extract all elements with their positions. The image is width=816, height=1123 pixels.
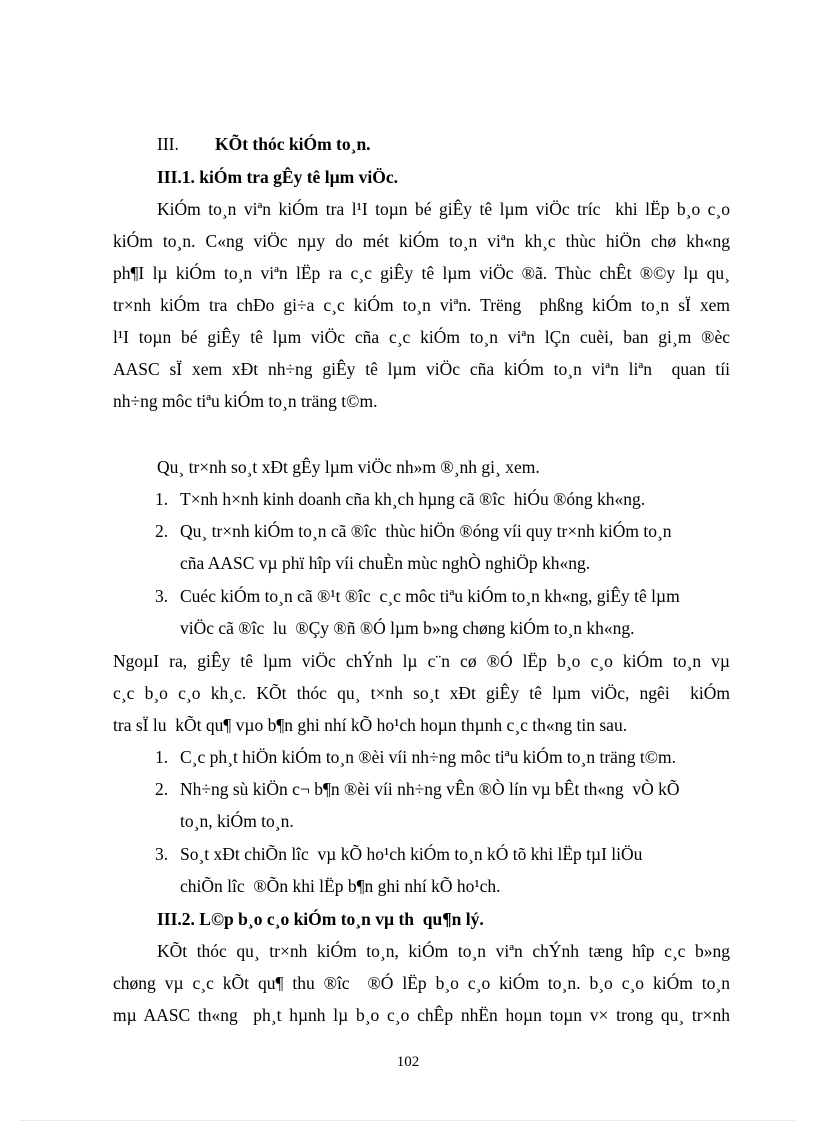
paragraph-line: NgoµI ra, giÊy tê lµm viÖc chÝnh lµ c¨n cø ®Ó lËp b¸o c¸o kiÓm to¸n vµ (113, 651, 730, 671)
list-number: 1. (155, 747, 169, 767)
list-item: Qu¸ tr×nh kiÓm to¸n cã ®îc thùc hiÖn ®óng víi quy tr×nh kiÓm to¸n (180, 521, 672, 541)
paragraph-line: nh÷ng môc tiªu kiÓm to¸n träng t©m. (113, 391, 378, 411)
section-2-title: III.2. L©p b¸o c¸o kiÓm to¸n vµ th qu¶n lý. (157, 909, 484, 929)
paragraph-line: c¸c b¸o c¸o kh¸c. KÕt thóc qu¸ t×nh so¸t xÐt giÊy tê lµm viÖc, ngêi kiÓm (113, 683, 730, 703)
list-number: 3. (155, 586, 169, 606)
page-bottom-divider (20, 1120, 796, 1121)
list-number: 2. (155, 779, 169, 799)
list-item: C¸c ph¸t hiÖn kiÓm to¸n ®èi víi nh÷ng môc tiªu kiÓm to¸n träng t©m. (180, 747, 676, 767)
paragraph-line: kiÓm to¸n. C«ng viÖc nµy do mét kiÓm to¸n viªn kh¸c thùc hiÖn chø kh«ng (113, 231, 730, 251)
list-number: 2. (155, 521, 169, 541)
paragraph-line: mµ AASC th«ng ph¸t hµnh lµ b¸o c¸o chÊp nhËn hoµn toµn v× trong qu¸ tr×nh (113, 1005, 730, 1025)
paragraph-line: chøng vµ c¸c kÕt qu¶ thu ®îc ®Ó lËp b¸o c¸o kiÓm to¸n. b¸o c¸o kiÓm to¸n (113, 973, 730, 993)
list-item: Nh÷ng sù kiÖn c¬ b¶n ®èi víi nh÷ng vÊn ®Ò lín vµ bÊt th«ng vÒ kÕ (180, 779, 680, 799)
list-item: T×nh h×nh kinh doanh cña kh¸ch hµng cã ®îc hiÓu ®óng kh«ng. (180, 489, 646, 509)
list-number: 3. (155, 844, 169, 864)
paragraph-line: l¹I toµn bé giÊy tê lµm viÖc cña c¸c kiÓm to¸n viªn lÇn cuèi, ban gi¸m ®èc (113, 327, 730, 347)
paragraph-line: tra sÏ lu kÕt qu¶ vµo b¶n ghi nhí kÕ ho¹ch hoµn thµnh c¸c th«ng tin sau. (113, 715, 628, 735)
paragraph-line: tr×nh kiÓm tra chÐo gi÷a c¸c kiÓm to¸n viªn. Trëng phßng kiÓm to¸n sÏ xem (113, 295, 730, 315)
list-item: chiÕn lîc ®Õn khi lËp b¶n ghi nhí kÕ ho¹ch. (180, 876, 501, 896)
list-intro: Qu¸ tr×nh so¸t xÐt gÊy lµm viÖc nh»m ®¸nh gi¸ xem. (157, 457, 540, 477)
section-1-title: III.1. kiÓm tra gÊy tê lµm viÖc. (157, 167, 398, 187)
list-item: So¸t xÐt chiÕn lîc vµ kÕ ho¹ch kiÓm to¸n kÓ tõ khi lËp tµI liÖu (180, 844, 643, 864)
list-item: viÖc cã ®îc lu ®Çy ®ñ ®Ó lµm b»ng chøng kiÓm to¸n kh«ng. (180, 618, 635, 638)
paragraph-line: ph¶I lµ kiÓm to¸n viªn lËp ra c¸c giÊy tê lµm viÖc ®ã. Thùc chÊt ®©y lµ qu¸ (113, 263, 730, 283)
heading-title: KÕt thóc kiÓm to¸n. (215, 134, 371, 154)
list-item: Cuéc kiÓm to¸n cã ®¹t ®îc c¸c môc tiªu kiÓm to¸n kh«ng, giÊy tê lµm (180, 586, 680, 606)
paragraph-line: KÕt thóc qu¸ tr×nh kiÓm to¸n, kiÓm to¸n viªn chÝnh tæng hîp c¸c b»ng (157, 941, 730, 961)
paragraph-line: KiÓm to¸n viªn kiÓm tra l¹I toµn bé giÊy tê lµm viÖc tríc khi lËp b¸o c¸o (157, 199, 730, 219)
page-number: 102 (396, 1054, 420, 1070)
list-item: cña AASC vµ phï hîp víi chuÈn mùc nghÒ nghiÖp kh«ng. (180, 553, 591, 573)
paragraph-line: AASC sÏ xem xÐt nh÷ng giÊy tê lµm viÖc cña kiÓm to¸n viªn liªn quan tíi (113, 359, 730, 379)
heading-number: III. (157, 134, 179, 154)
list-item: to¸n, kiÓm to¸n. (180, 811, 294, 831)
list-number: 1. (155, 489, 169, 509)
